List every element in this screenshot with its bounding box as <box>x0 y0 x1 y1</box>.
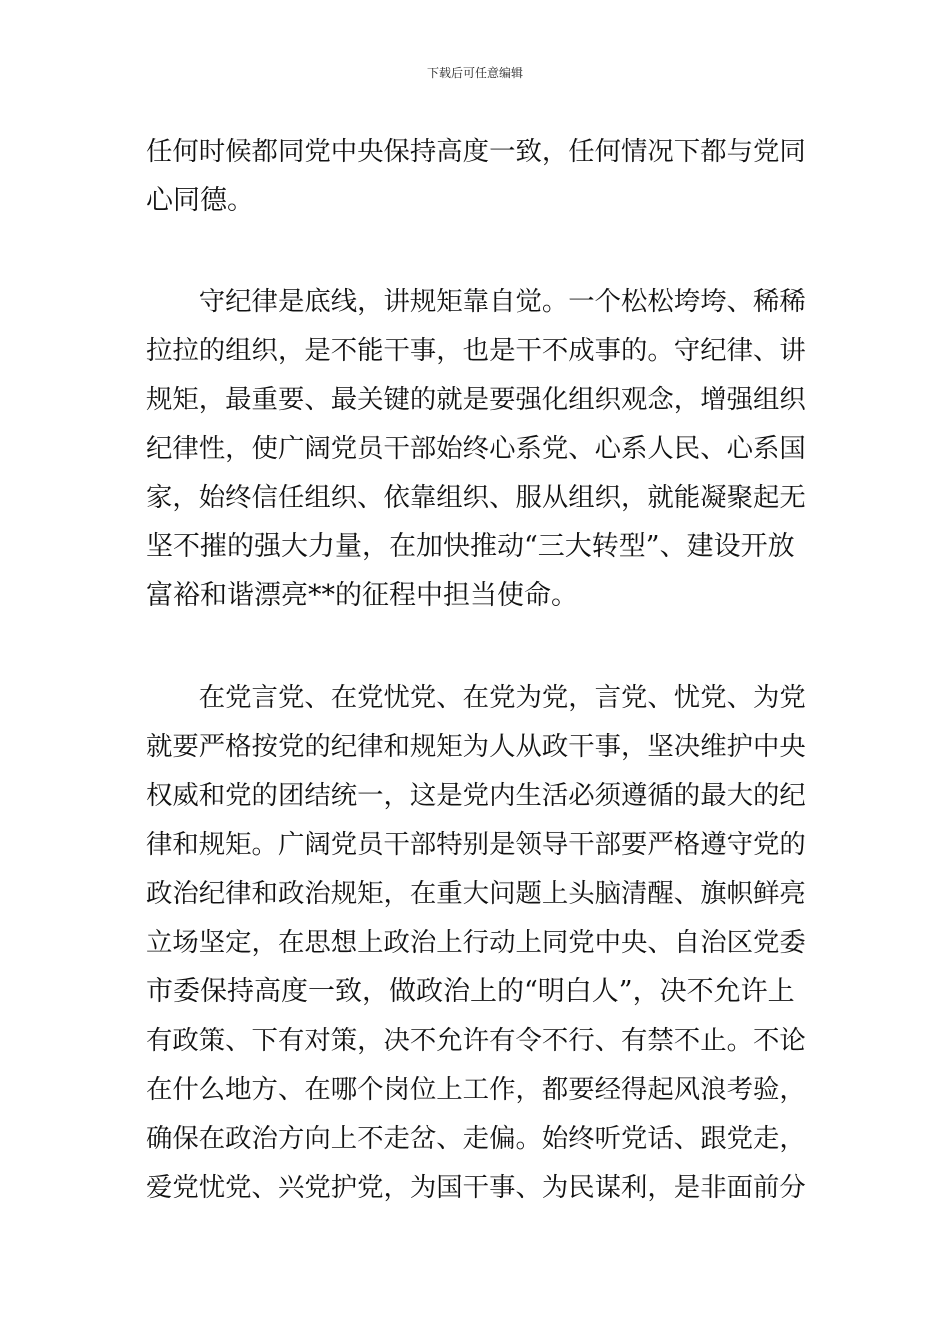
text-line: 家，始终信任组织、依靠组织、服从组织，就能凝聚起无 <box>146 482 806 513</box>
text-line: 富裕和谐漂亮**的征程中担当使命。 <box>146 580 578 611</box>
text-line: 权威和党的团结统一，这是党内生活必须遵循的最大的纪 <box>146 780 806 811</box>
text-line: 在什么地方、在哪个岗位上工作，都要经得起风浪考验， <box>146 1074 806 1105</box>
text-line: 坚不摧的强大力量，在加快推动“三大转型”、建设开放 <box>146 531 795 562</box>
text-line: 纪律性，使广阔党员干部始终心系党、心系人民、心系国 <box>146 433 806 464</box>
page-header: 下载后可任意编辑 <box>426 66 523 80</box>
paragraph-1 <box>146 127 806 225</box>
text-line: 立场坚定，在思想上政治上行动上同党中央、自治区党委 <box>146 927 806 958</box>
text-line: 市委保持高度一致，做政治上的“明白人”，决不允许上 <box>146 976 795 1007</box>
text-line: 守纪律是底线，讲规矩靠自觉。一个松松垮垮、稀稀 <box>146 286 806 317</box>
paragraph-2 <box>146 277 806 620</box>
text-line: 规矩，最重要、最关键的就是要强化组织观念，增强组织 <box>146 384 806 415</box>
text-line: 政治纪律和政治规矩，在重大问题上头脑清醒、旗帜鲜亮 <box>146 878 806 909</box>
text-line: 确保在政治方向上不走岔、走偏。始终听党话、跟党走， <box>146 1123 806 1154</box>
text-line: 拉拉的组织，是不能干事，也是干不成事的。守纪律、讲 <box>146 335 806 366</box>
text-line: 任何时候都同党中央保持高度一致，任何情况下都与党同 <box>146 136 806 167</box>
text-line: 有政策、下有对策，决不允许有令不行、有禁不止。不论 <box>146 1025 806 1056</box>
text-line: 爱党忧党、兴党护党，为国干事、为民谋利，是非面前分 <box>146 1172 806 1203</box>
text-line: 就要严格按党的纪律和规矩为人从政干事，坚决维护中央 <box>146 731 806 762</box>
text-line: 心同德。 <box>146 185 254 216</box>
text-line: 律和规矩。广阔党员干部特别是领导干部要严格遵守党的 <box>146 829 806 860</box>
text-line: 在党言党、在党忧党、在党为党，言党、忧党、为党 <box>146 682 806 713</box>
paragraph-3 <box>146 673 806 1212</box>
